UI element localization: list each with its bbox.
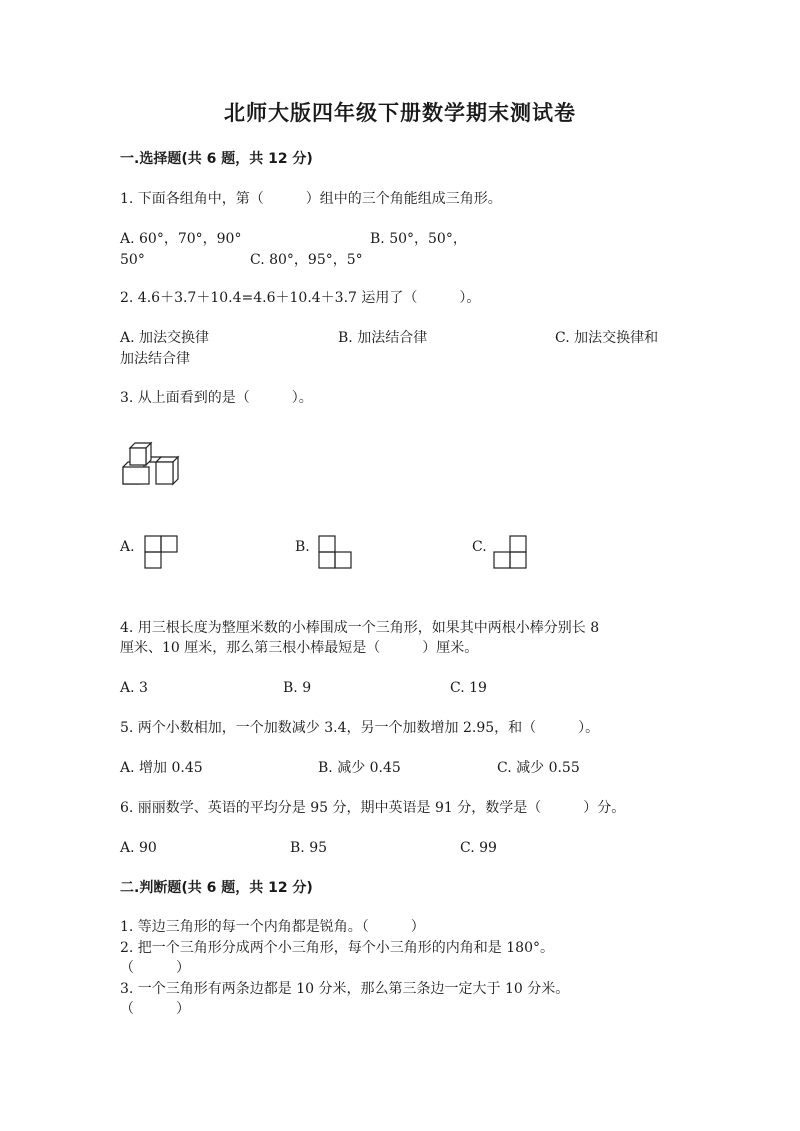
question-3-option-c[interactable]: C.: [472, 539, 487, 555]
question-4-stem: 4. 用三根长度为整厘米数的小棒围成一个三角形，如果其中两根小棒分别长 8: [120, 620, 600, 636]
judgement-1: 1. 等边三角形的每一个内角都是锐角。（ ）: [120, 919, 425, 935]
question-2-option-c[interactable]: C. 加法交换律和: [555, 330, 659, 346]
question-5-option-c[interactable]: C. 减少 0.55: [497, 760, 580, 776]
page-title: 北师大版四年级下册数学期末测试卷: [224, 100, 576, 125]
judgement-2: 2. 把一个三角形分成两个小三角形，每个小三角形的内角和是 180°。: [120, 940, 554, 956]
judgement-3-answer-blank[interactable]: （ ）: [120, 1001, 190, 1017]
question-4-stem-cont: 厘米、10 厘米，那么第三根小棒最短是（ ）厘米。: [120, 640, 479, 656]
question-6-option-b[interactable]: B. 95: [290, 840, 328, 856]
question-5-option-a[interactable]: A. 增加 0.45: [120, 760, 203, 776]
question-2-stem: 2. 4.6＋3.7＋10.4=4.6＋10.4＋3.7 运用了（ ）。: [120, 290, 481, 306]
section-heading-choice: 一.选择题(共 6 题，共 12 分): [120, 151, 313, 167]
question-5-option-b[interactable]: B. 减少 0.45: [318, 760, 401, 776]
section-heading-judgement: 二.判断题(共 6 题，共 12 分): [120, 880, 313, 896]
question-5-stem: 5. 两个小数相加，一个加数减少 3.4，另一个加数增加 2.95，和（ ）。: [120, 720, 600, 736]
question-6-stem: 6. 丽丽数学、英语的平均分是 95 分，期中英语是 91 分，数学是（ ）分。: [120, 800, 626, 816]
option-b-top-view-icon: [318, 535, 352, 569]
option-a-top-view-icon: [144, 535, 178, 569]
question-3-option-a[interactable]: A.: [120, 539, 135, 555]
question-2-option-c-cont: 加法结合律: [120, 351, 190, 367]
question-1-option-b[interactable]: B. 50°，50°，: [370, 231, 467, 247]
option-c-top-view-icon: [493, 535, 527, 569]
question-2-option-b[interactable]: B. 加法结合律: [338, 330, 428, 346]
question-4-option-c[interactable]: C. 19: [450, 680, 487, 696]
question-1-option-b-cont: 50°: [120, 252, 145, 268]
cube-stack-figure: [118, 440, 182, 490]
question-2-option-a[interactable]: A. 加法交换律: [120, 330, 210, 346]
question-1-option-a[interactable]: A. 60°，70°，90°: [120, 231, 242, 247]
question-4-option-b[interactable]: B. 9: [283, 680, 312, 696]
right-cube: [156, 457, 178, 484]
top-cube: [130, 443, 151, 465]
question-6-option-a[interactable]: A. 90: [120, 840, 157, 856]
question-1-stem: 1. 下面各组角中，第（ ）组中的三个角能组成三角形。: [120, 191, 502, 207]
judgement-3: 3. 一个三角形有两条边都是 10 分米，那么第三条边一定大于 10 分米。: [120, 981, 570, 997]
question-6-option-c[interactable]: C. 99: [460, 840, 497, 856]
question-4-option-a[interactable]: A. 3: [120, 680, 148, 696]
judgement-2-answer-blank[interactable]: （ ）: [120, 960, 190, 976]
question-1-option-c[interactable]: C. 80°，95°，5°: [250, 252, 363, 268]
question-3-stem: 3. 从上面看到的是（ ）。: [120, 390, 313, 406]
question-3-option-b[interactable]: B.: [295, 539, 310, 555]
